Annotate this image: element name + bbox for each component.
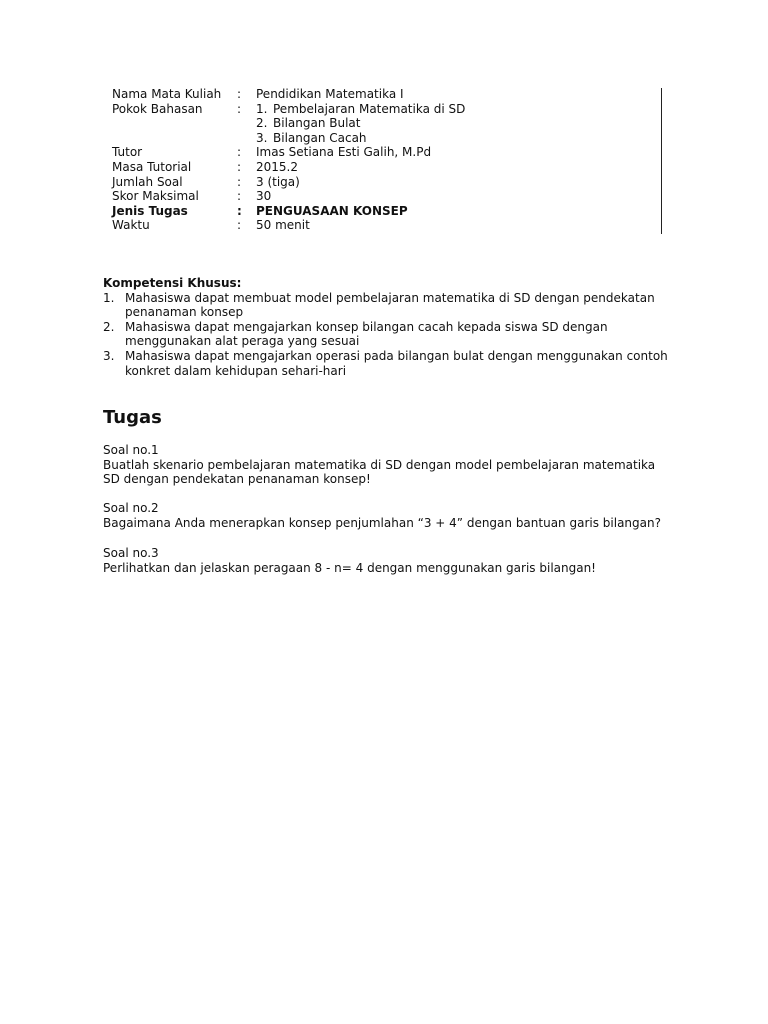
competency-item	[103, 320, 673, 349]
topic-text: Bilangan Cacah	[273, 130, 367, 145]
competency-text: Mahasiswa dapat membuat model pembelajaran matematika di SD dengan pendekatan penanaman konsep	[125, 290, 655, 320]
competency-section	[103, 276, 673, 378]
info-colon: :	[237, 101, 242, 116]
question-text: Bagaimana Anda menerapkan konsep penjumlahan “3 + 4” dengan bantuan garis bilangan?	[103, 515, 661, 530]
info-colon: :	[237, 203, 242, 218]
info-row-question-count	[112, 175, 660, 190]
info-row-max-score	[112, 189, 660, 204]
question-text: Buatlah skenario pembelajaran matematika di SD dengan model pembelajaran matematika SD dengan pendekatan penanaman konsep!	[103, 457, 656, 487]
competency-number: 2.	[103, 319, 115, 334]
topic-item	[256, 131, 660, 146]
info-value: Pendidikan Matematika I	[256, 87, 404, 101]
info-colon: :	[237, 218, 242, 233]
info-row-tutorial-period	[112, 160, 660, 175]
vertical-divider	[661, 88, 662, 234]
info-row-task-type	[112, 204, 660, 219]
topic-text: Bilangan Bulat	[273, 116, 361, 131]
info-colon: :	[237, 145, 242, 160]
info-label: Masa Tutorial	[112, 159, 192, 174]
info-value: 3 (tiga)	[256, 174, 300, 189]
competency-number: 3.	[103, 348, 115, 363]
topics-list	[256, 102, 660, 146]
info-label: Waktu	[112, 218, 150, 233]
info-value: 50 menit	[256, 218, 310, 233]
info-label: Jumlah Soal	[112, 174, 183, 189]
question-block	[103, 546, 673, 575]
info-row-tutor	[112, 145, 660, 160]
info-label: Jenis Tugas	[112, 203, 188, 218]
question-block	[103, 501, 673, 530]
question-title: Soal no.3	[103, 546, 159, 560]
topic-item	[256, 102, 660, 117]
question-block	[103, 443, 673, 487]
competency-title: Kompetensi Khusus:	[103, 276, 242, 290]
competency-item	[103, 291, 673, 320]
info-value: PENGUASAAN KONSEP	[256, 203, 408, 218]
topic-number: 1.	[256, 101, 268, 116]
question-title: Soal no.2	[103, 501, 159, 515]
course-info-table	[112, 87, 660, 233]
question-text: Perlihatkan dan jelaskan peragaan 8 - n= 4 dengan menggunakan garis bilangan!	[103, 560, 596, 575]
info-colon: :	[237, 189, 242, 204]
info-row-topics	[112, 102, 660, 146]
tasks-heading: Tugas	[103, 407, 162, 428]
info-label: Nama Mata Kuliah	[112, 87, 222, 101]
info-value: 2015.2	[256, 159, 298, 174]
info-label: Tutor	[112, 145, 143, 160]
competency-text: Mahasiswa dapat mengajarkan operasi pada bilangan bulat dengan menggunakan contoh konkret dalam kehidupan sehari-hari	[125, 348, 668, 378]
competency-list	[103, 291, 673, 379]
info-label: Skor Maksimal	[112, 189, 199, 204]
info-value: Imas Setiana Esti Galih, M.Pd	[256, 145, 432, 160]
topic-number: 2.	[256, 116, 268, 131]
info-label: Pokok Bahasan	[112, 101, 203, 116]
info-colon: :	[237, 174, 242, 189]
info-colon: :	[237, 159, 242, 174]
competency-text: Mahasiswa dapat mengajarkan konsep bilangan cacah kepada siswa SD dengan menggunakan alat peraga yang sesuai	[125, 319, 608, 349]
topic-text: Pembelajaran Matematika di SD	[273, 101, 466, 116]
topic-item	[256, 116, 660, 131]
topic-number: 3.	[256, 130, 268, 145]
info-row-course-name	[112, 87, 660, 102]
info-row-time	[112, 218, 660, 233]
competency-item	[103, 349, 673, 378]
competency-number: 1.	[103, 290, 115, 305]
info-value: 30	[256, 189, 272, 204]
info-colon: :	[237, 87, 242, 101]
question-title: Soal no.1	[103, 443, 159, 457]
